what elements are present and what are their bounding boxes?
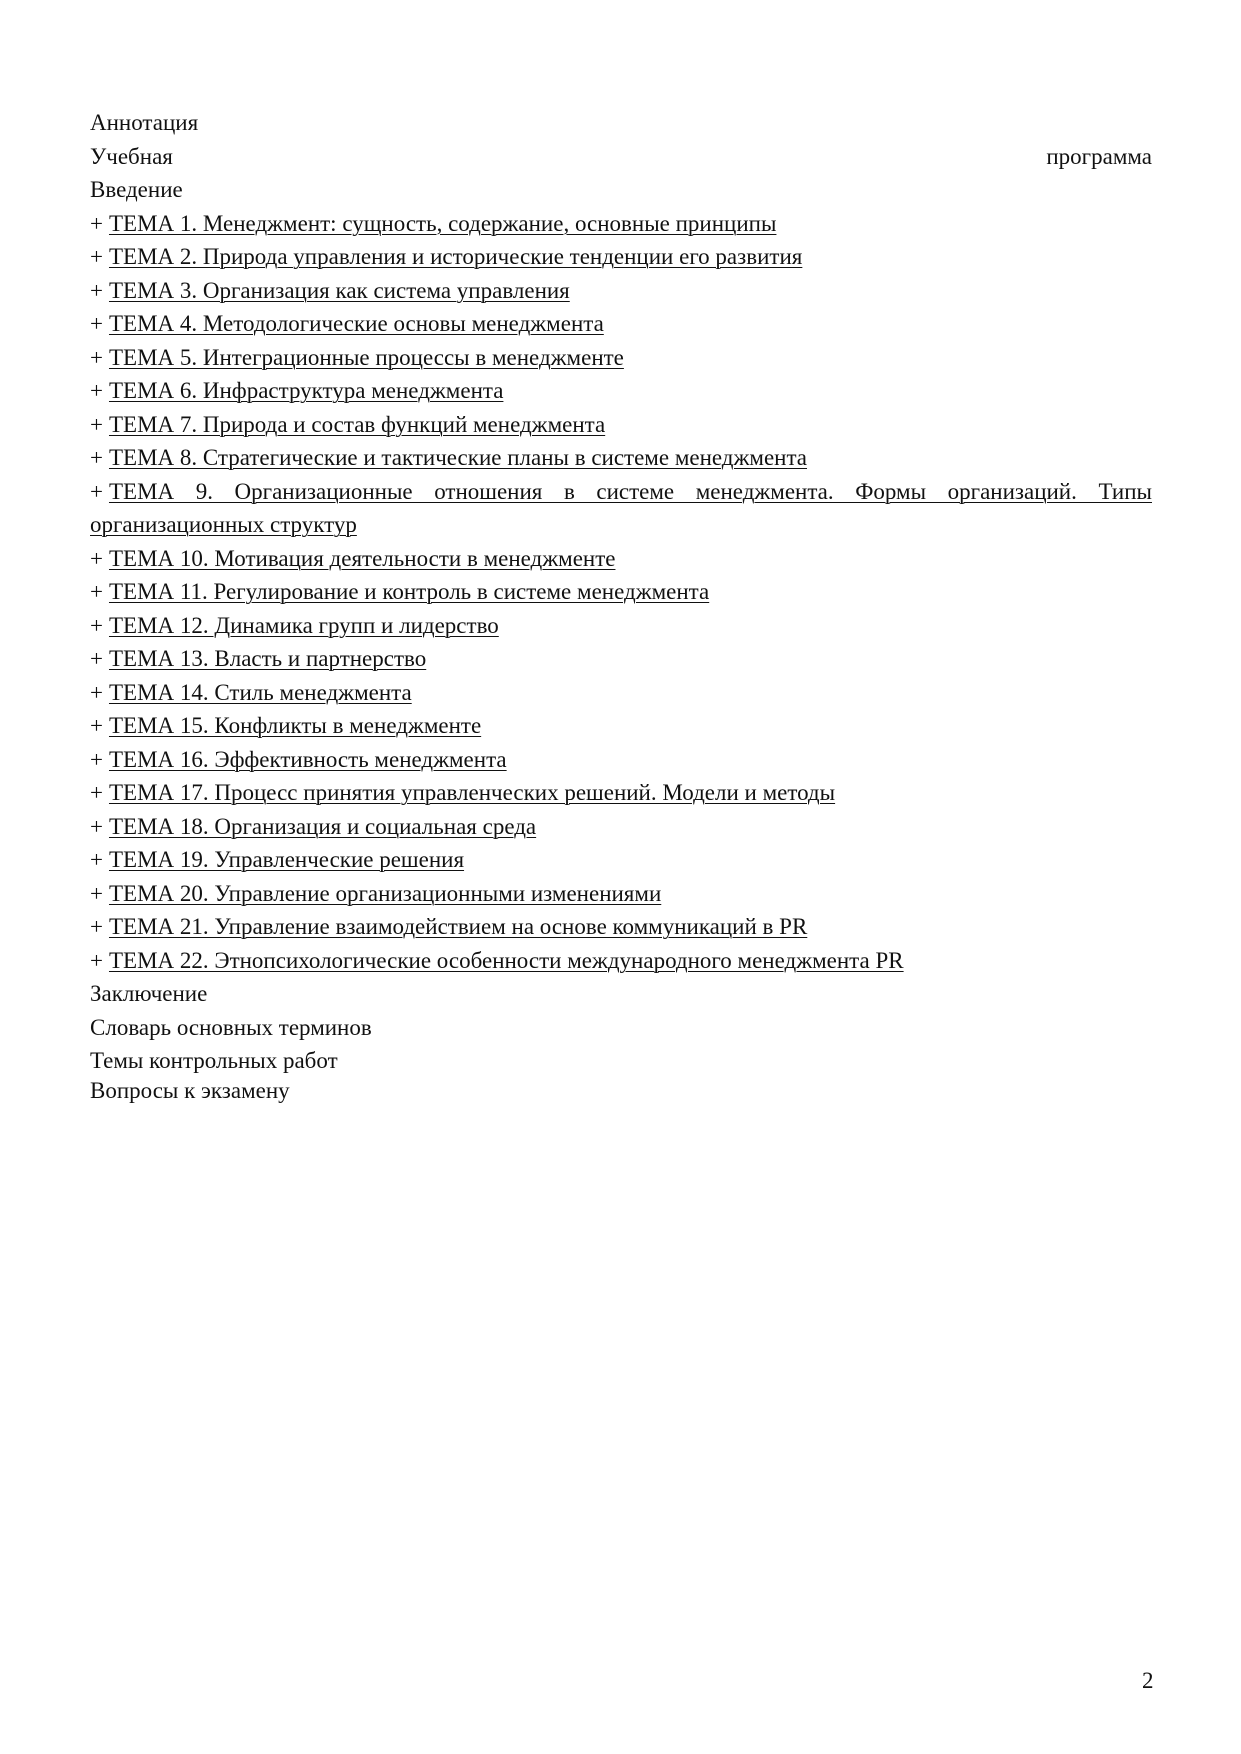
expand-plus-icon[interactable]: + xyxy=(90,713,103,738)
toc-topic-item xyxy=(90,877,1152,911)
toc-topic-link[interactable]: ТЕМА 11. Регулирование и контроль в системе менеджмента xyxy=(108,579,710,604)
toc-topic-link[interactable]: ТЕМА 16. Эффективность менеджмента xyxy=(108,746,507,772)
expand-plus-icon[interactable]: + xyxy=(90,579,103,604)
toc-topic-link[interactable]: ТЕМА 7. Природа и состав функций менеджмента xyxy=(108,411,606,437)
toc-topic-item xyxy=(90,843,1152,877)
toc-topic-item xyxy=(90,810,1152,844)
toc-topic-item xyxy=(90,307,1152,341)
toc-topic-link[interactable]: ТЕМА 12. Динамика групп и лидерство xyxy=(108,612,499,638)
toc-topic-link[interactable]: ТЕМА 5. Интеграционные процессы в менеджменте xyxy=(108,344,624,370)
toc-topic-link[interactable]: ТЕМА 15. Конфликты в менеджменте xyxy=(108,713,482,738)
expand-plus-icon[interactable]: + xyxy=(90,813,103,839)
expand-plus-icon[interactable]: + xyxy=(90,344,103,370)
toc-topic-item xyxy=(90,207,1152,241)
toc-topic-link[interactable]: ТЕМА 4. Методологические основы менеджмента xyxy=(108,311,604,336)
expand-plus-icon[interactable]: + xyxy=(90,612,103,638)
toc-topic-link[interactable]: ТЕМА 17. Процесс принятия управленческих решений. Модели и методы xyxy=(108,780,836,805)
toc-topic-item xyxy=(90,374,1152,408)
page-number: 2 xyxy=(1142,1668,1154,1693)
toc-topic-item xyxy=(90,709,1152,743)
expand-plus-icon[interactable]: + xyxy=(90,880,103,906)
expand-plus-icon[interactable]: + xyxy=(90,545,103,571)
toc-program xyxy=(90,140,1152,174)
toc-topic-link[interactable]: ТЕМА 9. Организационные отношения в системе менеджмента. Формы организаций. Типы организационных структур xyxy=(90,478,1152,537)
toc-topic-item xyxy=(90,575,1152,609)
toc-introduction: Введение xyxy=(90,177,183,202)
expand-plus-icon[interactable]: + xyxy=(90,478,103,504)
toc-topic-link[interactable]: ТЕМА 18. Организация и социальная среда xyxy=(108,813,537,839)
toc-topic-item xyxy=(90,642,1152,676)
expand-plus-icon[interactable]: + xyxy=(90,914,103,939)
table-of-contents xyxy=(90,106,1152,1107)
expand-plus-icon[interactable]: + xyxy=(90,277,103,303)
expand-plus-icon[interactable]: + xyxy=(90,646,103,671)
toc-topic-list xyxy=(90,207,1152,978)
toc-topic-item xyxy=(90,408,1152,442)
expand-plus-icon[interactable]: + xyxy=(90,679,103,705)
toc-topic-item xyxy=(90,341,1152,375)
toc-topic-item xyxy=(90,441,1152,475)
toc-topic-link[interactable]: ТЕМА 20. Управление организационными изменениями xyxy=(108,880,662,906)
expand-plus-icon[interactable]: + xyxy=(90,210,103,236)
toc-topic-item xyxy=(90,274,1152,308)
toc-topic-link[interactable]: ТЕМА 8. Стратегические и тактические планы в системе менеджмента xyxy=(108,445,808,470)
toc-annotation: Аннотация xyxy=(90,110,199,135)
toc-exam-questions: Вопросы к экзамену xyxy=(90,1077,290,1103)
toc-topic-item xyxy=(90,542,1152,576)
toc-topic-link[interactable]: ТЕМА 10. Мотивация деятельности в менеджменте xyxy=(108,545,616,571)
expand-plus-icon[interactable]: + xyxy=(90,746,103,772)
expand-plus-icon[interactable]: + xyxy=(90,780,103,805)
toc-topic-link[interactable]: ТЕМА 22. Этнопсихологические особенности международного менеджмента PR xyxy=(108,947,904,973)
toc-topic-item xyxy=(90,743,1152,777)
toc-program-left: Учебная xyxy=(90,143,173,169)
toc-program-right: программа xyxy=(1046,143,1152,169)
toc-topic-link[interactable]: ТЕМА 3. Организация как система управления xyxy=(108,277,570,303)
expand-plus-icon[interactable]: + xyxy=(90,445,103,470)
toc-topic-link[interactable]: ТЕМА 1. Менеджмент: сущность, содержание, основные принципы xyxy=(108,210,777,236)
toc-topic-link[interactable]: ТЕМА 19. Управленческие решения xyxy=(108,847,465,872)
toc-topic-item xyxy=(90,676,1152,710)
expand-plus-icon[interactable]: + xyxy=(90,311,103,336)
toc-test-topics: Темы контрольных работ xyxy=(90,1048,338,1073)
toc-glossary: Словарь основных терминов xyxy=(90,1014,372,1040)
expand-plus-icon[interactable]: + xyxy=(90,847,103,872)
toc-topic-link[interactable]: ТЕМА 21. Управление взаимодействием на основе коммуникаций в PR xyxy=(108,914,808,939)
toc-topic-link[interactable]: ТЕМА 13. Власть и партнерство xyxy=(108,646,427,671)
toc-topic-item xyxy=(90,240,1152,274)
toc-topic-item xyxy=(90,475,1152,542)
expand-plus-icon[interactable]: + xyxy=(90,378,103,403)
toc-topic-item xyxy=(90,609,1152,643)
expand-plus-icon[interactable]: + xyxy=(90,411,103,437)
toc-topic-item xyxy=(90,944,1152,978)
toc-topic-item xyxy=(90,910,1152,944)
expand-plus-icon[interactable]: + xyxy=(90,947,103,973)
toc-conclusion: Заключение xyxy=(90,981,208,1006)
toc-topic-item xyxy=(90,776,1152,810)
expand-plus-icon[interactable]: + xyxy=(90,244,103,269)
toc-topic-link[interactable]: ТЕМА 14. Стиль менеджмента xyxy=(108,679,412,705)
toc-topic-link[interactable]: ТЕМА 6. Инфраструктура менеджмента xyxy=(108,378,504,403)
toc-topic-link[interactable]: ТЕМА 2. Природа управления и исторические тенденции его развития xyxy=(108,244,803,269)
